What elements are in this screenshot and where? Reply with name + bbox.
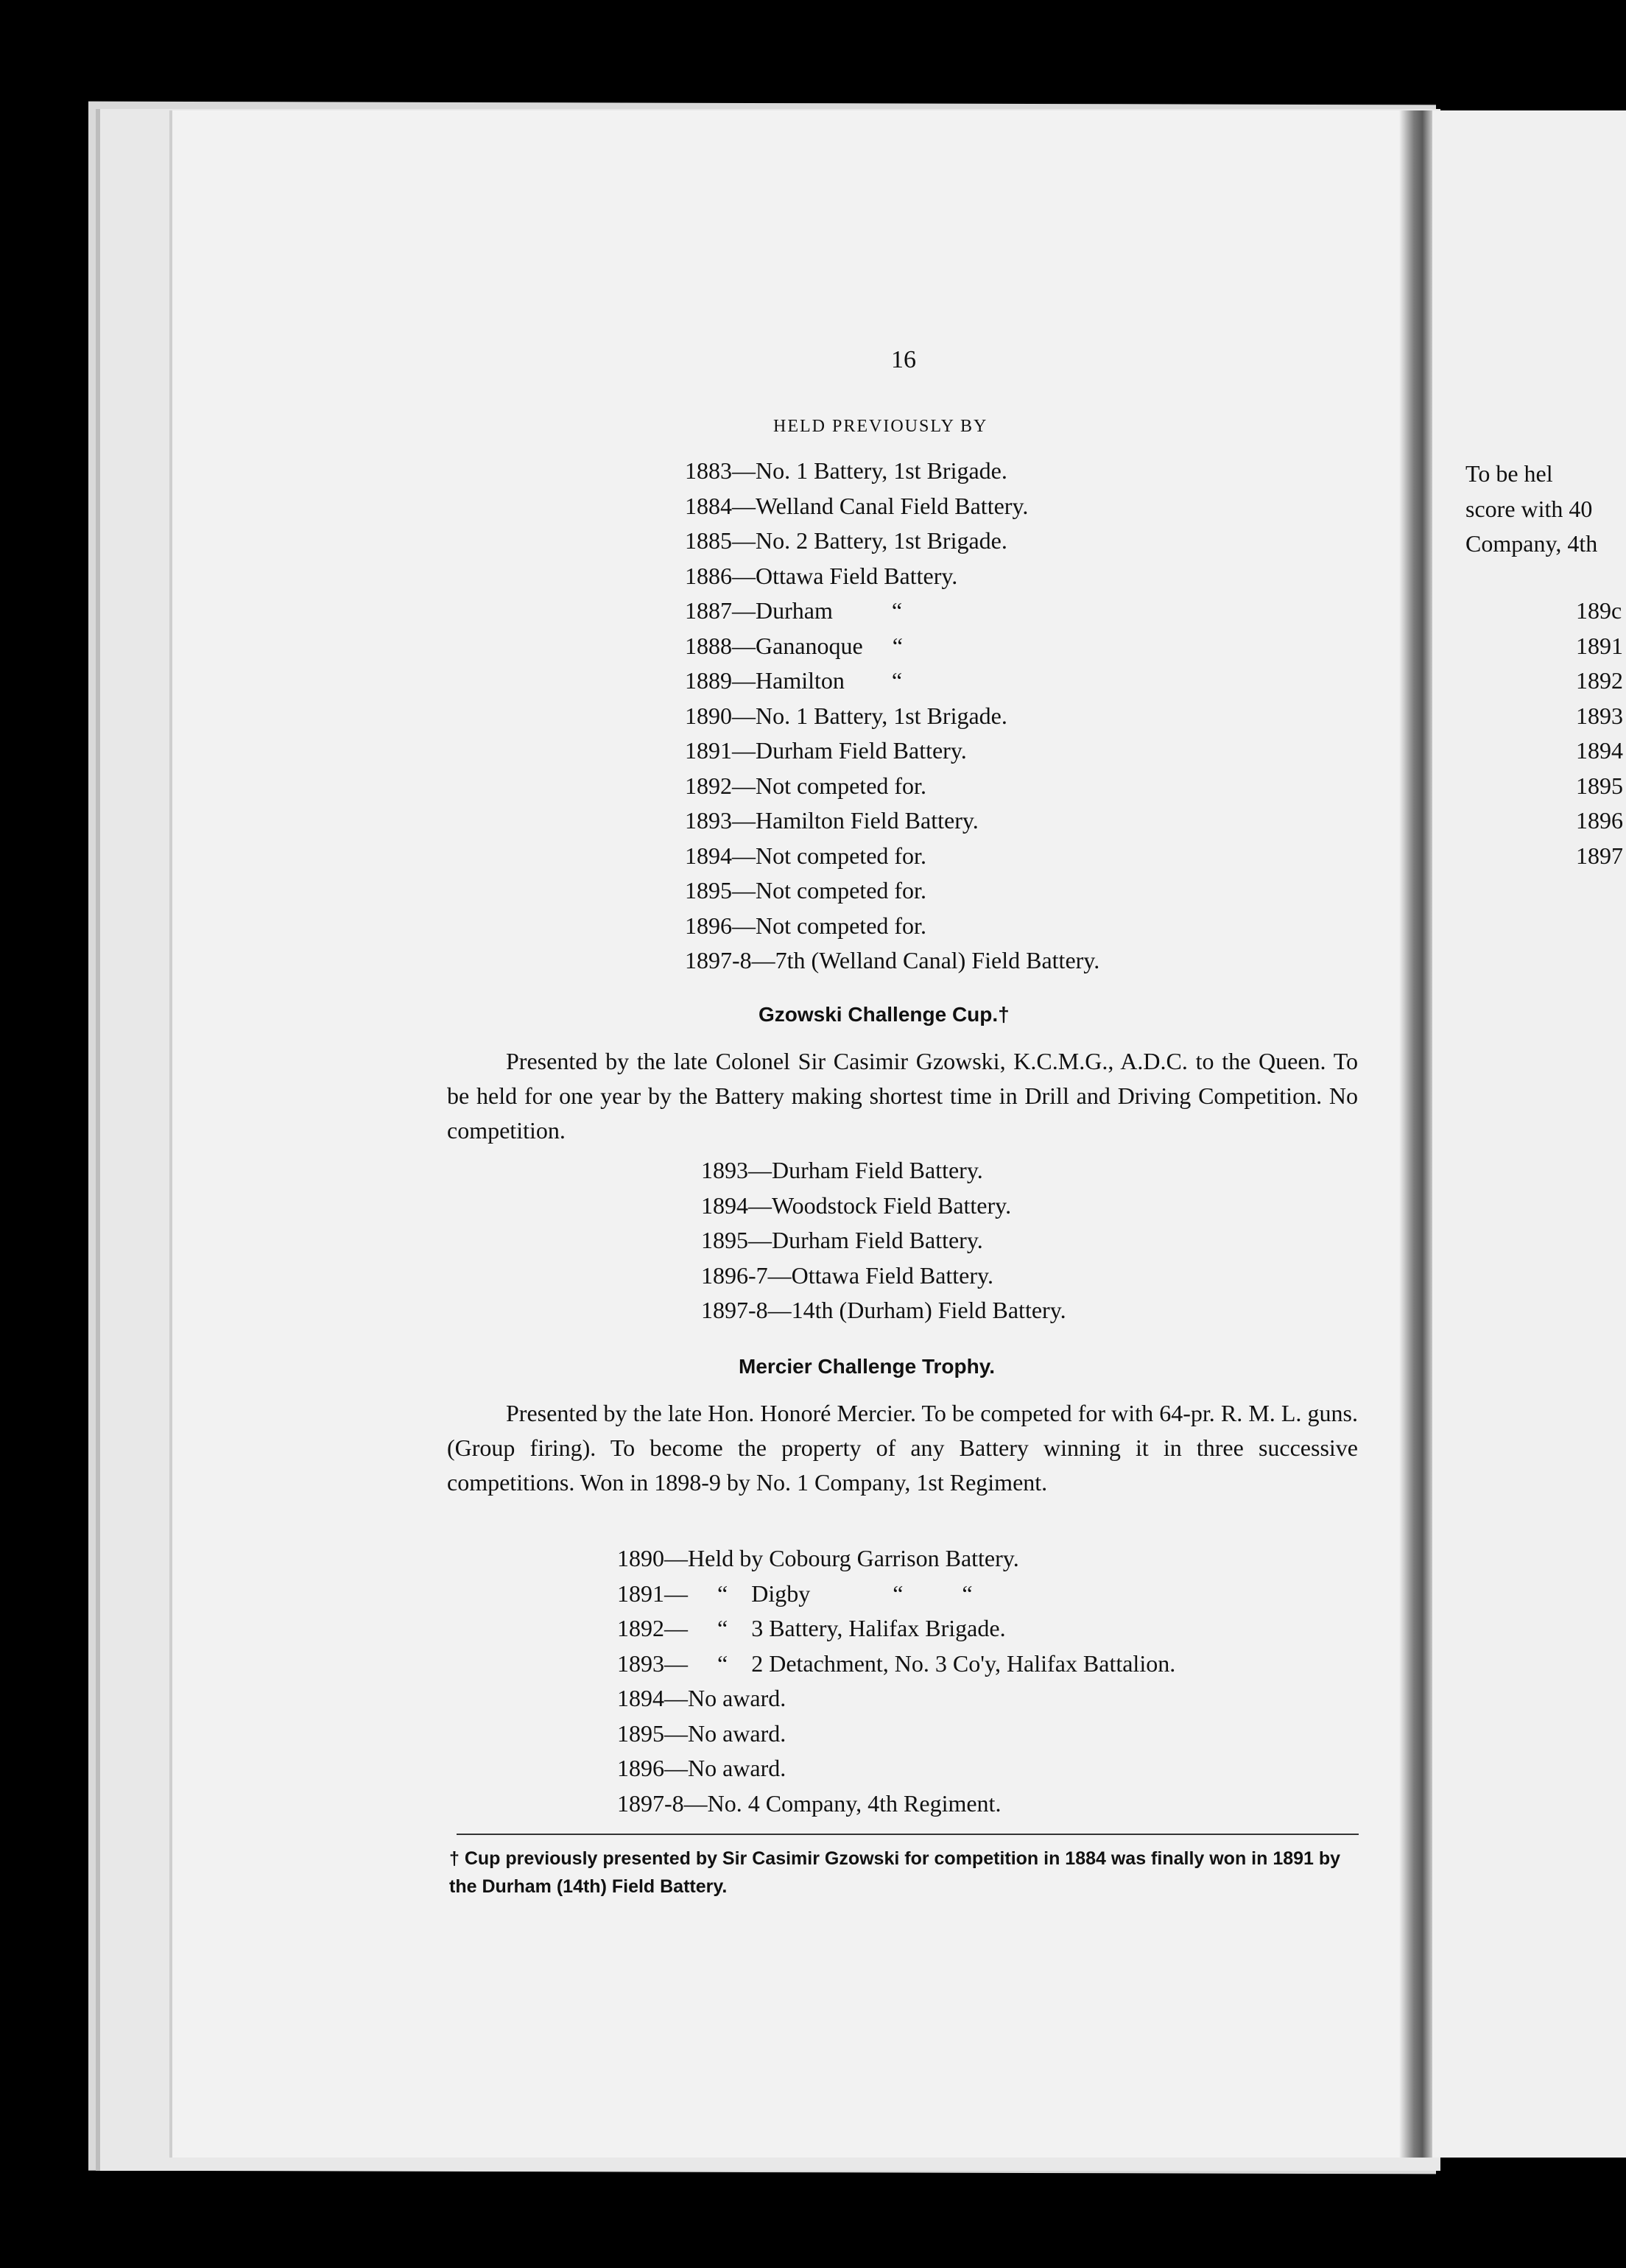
gzowski-heading: Gzowski Challenge Cup.† — [759, 1003, 1010, 1026]
right-page-year: 1896 — [1576, 807, 1623, 834]
held-entry: 1897-8—7th (Welland Canal) Field Battery. — [685, 947, 1100, 973]
gzowski-entry: 1897-8—14th (Durham) Field Battery. — [701, 1297, 1066, 1323]
held-entry: 1888—Gananoque “ — [685, 632, 903, 659]
held-entry: 1896—Not competed for. — [685, 912, 926, 939]
right-page-line: score with 40 — [1465, 495, 1593, 522]
mercier-heading: Mercier Challenge Trophy. — [739, 1355, 996, 1378]
right-page — [1432, 110, 1626, 2158]
book-gutter — [1399, 110, 1432, 2158]
held-entry: 1890—No. 1 Battery, 1st Brigade. — [685, 702, 1007, 729]
right-page-text — [1465, 457, 1626, 562]
gzowski-entry: 1893—Durham Field Battery. — [701, 1157, 983, 1183]
right-page-year: 1893 — [1576, 702, 1623, 729]
gzowski-paragraph: Presented by the late Colonel Sir Casimir Gzowski, K.C.M.G., A.D.C. to the Queen. To be held for one year by the Battery making shortest time in Drill and Driving Competition. No competition. — [447, 1048, 1358, 1144]
gzowski-entry: 1896-7—Ottawa Field Battery. — [701, 1261, 993, 1289]
footnote: † Cup previously presented by Sir Casimir Gzowski for competition in 1884 was finally won in 1891 by the Durham (14th) Field Battery. — [449, 1848, 1341, 1897]
held-entry: 1886—Ottawa Field Battery. — [685, 562, 958, 589]
right-page-year: 1892 — [1576, 667, 1623, 694]
held-entry: 1883—No. 1 Battery, 1st Brigade. — [685, 457, 1007, 484]
held-entry: 1895—Not competed for. — [685, 877, 926, 904]
held-entry: 1894—Not competed for. — [685, 842, 926, 869]
mercier-winners-list — [617, 1541, 1175, 1821]
right-page-year: 1897 — [1576, 842, 1623, 869]
right-page-year: 1894 — [1576, 737, 1623, 764]
right-page-years — [1576, 594, 1626, 873]
mercier-paragraph: Presented by the late Hon. Honoré Mercier. To be competed for with 64-pr. R. M. L. guns. (Group firing). To become the property of any Battery winning it in three successive competitions. Won in 1898-9 by No. 1 Company, 1st Regiment. — [447, 1400, 1358, 1496]
held-entry: 1885—No. 2 Battery, 1st Brigade. — [685, 527, 1007, 554]
held-entry: 1887—Durham “ — [685, 597, 903, 624]
mercier-entry: 1892— “ 3 Battery, Halifax Brigade. — [617, 1615, 1006, 1641]
gzowski-entry: 1895—Durham Field Battery. — [701, 1227, 983, 1253]
right-page-year: 1895 — [1576, 772, 1623, 799]
mercier-entry: 1894—No award. — [617, 1685, 786, 1711]
mercier-entry: 1896—No award. — [617, 1755, 786, 1781]
held-entry: 1884—Welland Canal Field Battery. — [685, 492, 1029, 519]
right-page-year: 189c — [1576, 597, 1622, 624]
held-entry: 1892—Not competed for. — [685, 772, 926, 799]
mercier-entry: 1897-8—No. 4 Company, 4th Regiment. — [617, 1789, 1002, 1817]
right-page-line: To be hel — [1465, 460, 1553, 487]
footnote-rule — [457, 1834, 1359, 1835]
right-page-year: 1891 — [1576, 632, 1623, 659]
right-page-line: Company, 4th — [1465, 530, 1598, 557]
held-previously-heading: HELD PREVIOUSLY BY — [773, 417, 988, 436]
gzowski-winners-list — [701, 1153, 1066, 1328]
mercier-entry: 1893— “ 2 Detachment, No. 3 Co'y, Halifax Battalion. — [617, 1649, 1176, 1677]
held-entry: 1893—Hamilton Field Battery. — [685, 807, 979, 834]
page-number: 16 — [891, 346, 916, 373]
mercier-entry: 1895—No award. — [617, 1719, 786, 1747]
mercier-entry: 1890—Held by Cobourg Garrison Battery. — [617, 1545, 1019, 1571]
mercier-entry: 1891— “ Digby “ “ — [617, 1580, 973, 1607]
gzowski-entry: 1894—Woodstock Field Battery. — [701, 1191, 1012, 1219]
held-entry: 1889—Hamilton “ — [685, 667, 903, 694]
held-entry: 1891—Durham Field Battery. — [685, 737, 967, 764]
held-previously-list — [685, 454, 1099, 979]
